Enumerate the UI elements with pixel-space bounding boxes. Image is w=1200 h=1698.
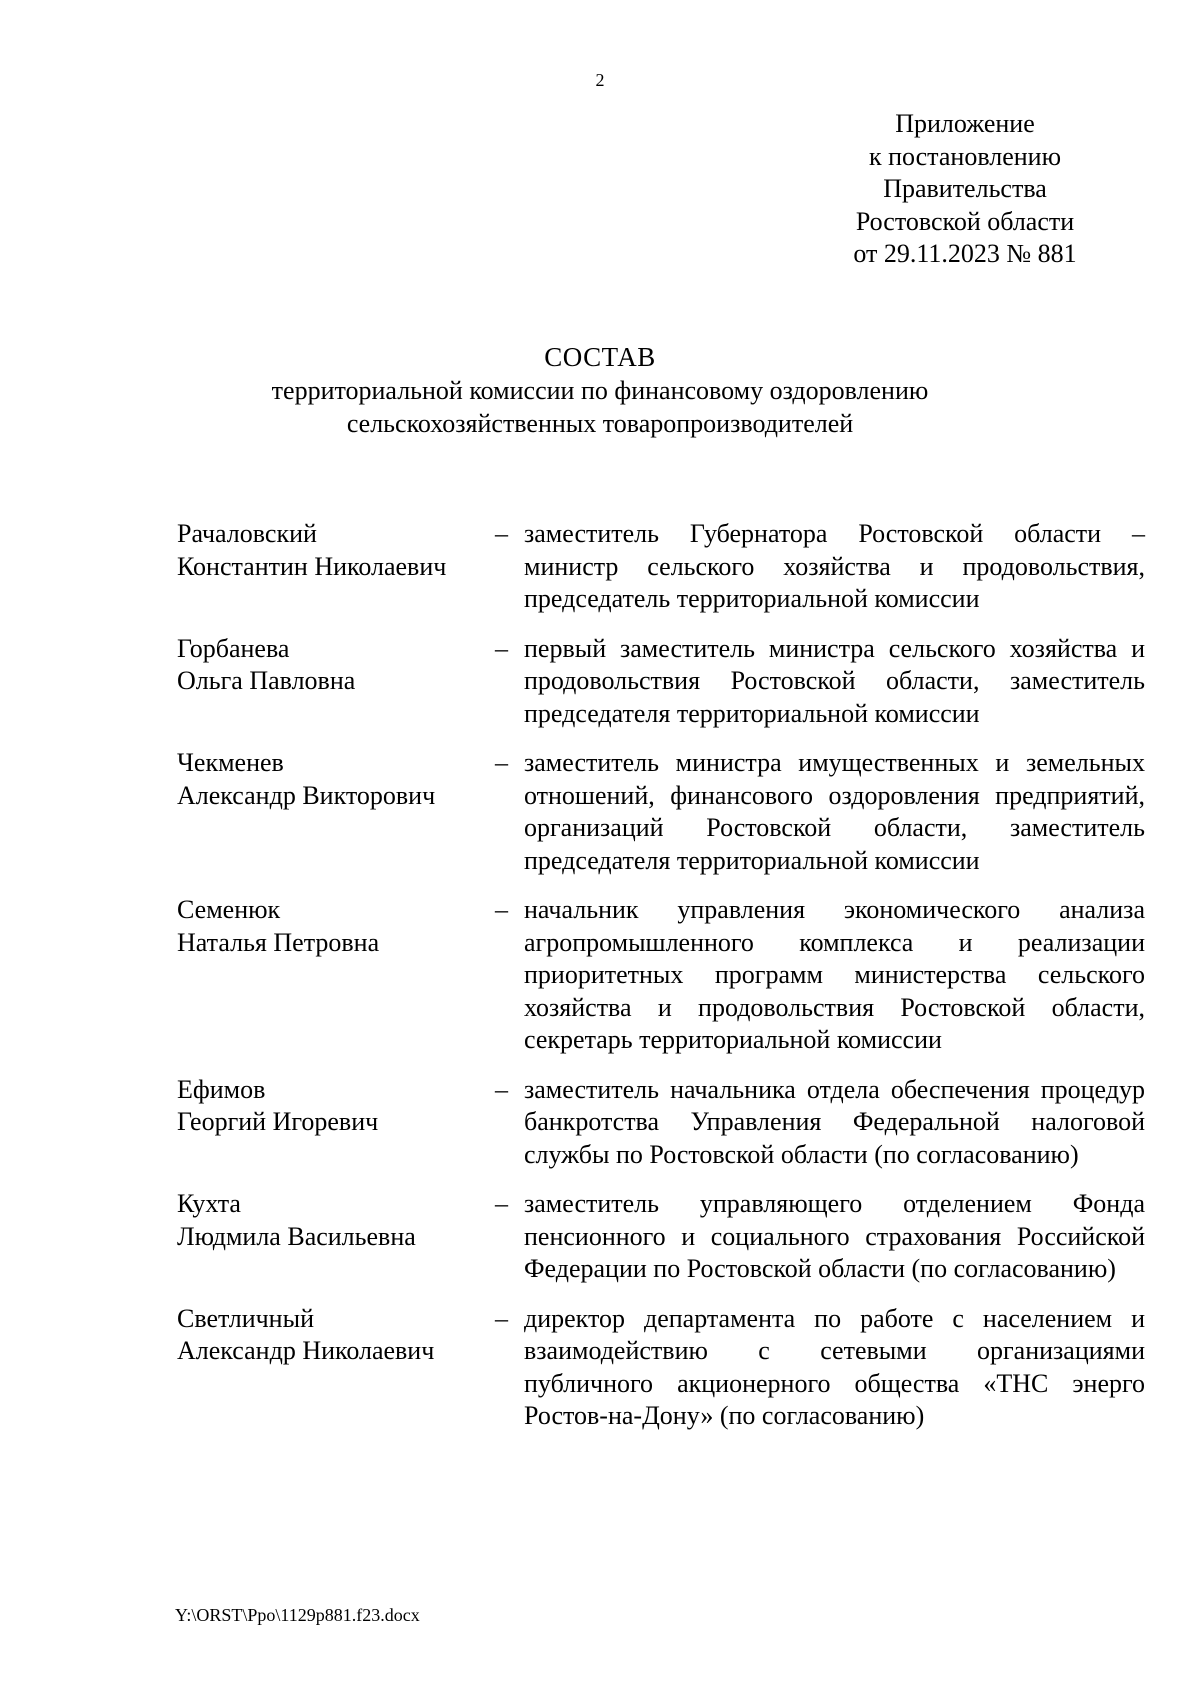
appendix-line: Приложение — [895, 109, 1035, 138]
member-name — [177, 1188, 495, 1253]
member-role: начальник управления экономического анализа агропромышленного комплекса и реализации приоритетных программ министерства сельского хозяйства и продовольствия Ростовской области, секретарь территориальной комиссии — [524, 895, 1145, 1054]
page-number: 2 — [595, 70, 605, 90]
member-dash: – — [495, 519, 508, 548]
member-surname: Кухта — [177, 1189, 241, 1218]
appendix-line: Правительства — [883, 174, 1047, 203]
member-surname: Горбанева — [177, 633, 290, 663]
member-given-names: Наталья Петровна — [177, 927, 380, 957]
member-name — [177, 894, 495, 959]
document-heading — [0, 340, 1200, 440]
member-surname: Чекменев — [177, 748, 284, 777]
member-name — [177, 1303, 495, 1368]
member-entry — [177, 894, 1145, 1057]
member-surname: Ефимов — [177, 1074, 266, 1104]
member-entry — [177, 518, 1145, 616]
member-given-names: Ольга Павловна — [177, 666, 356, 695]
member-given-names: Александр Викторович — [177, 780, 436, 810]
member-surname: Рачаловский — [177, 519, 317, 548]
member-role: директор департамента по работе с населением и взаимодействию с сетевыми организациями публичного акционерного общества «ТНС энерго Ростов-на-Дону» (по согласованию) — [524, 1303, 1145, 1430]
member-dash: – — [495, 895, 508, 924]
member-name — [177, 633, 495, 698]
appendix-block — [790, 108, 1140, 271]
members-list — [177, 518, 1145, 1450]
appendix-line: Ростовской области — [855, 206, 1075, 236]
member-role: заместитель управляющего отделением Фонда пенсионного и социального страхования Российской Федерации по Ростовской области (по согласованию) — [524, 1189, 1145, 1283]
document-subtitle-line: сельскохозяйственных товаропроизводителей — [346, 408, 854, 438]
member-role: заместитель министра имущественных и земельных отношений, финансового оздоровления предприятий, организаций Ростовской области, заместитель председателя территориальной комиссии — [524, 748, 1145, 875]
member-dash: – — [495, 1074, 508, 1104]
member-role: первый заместитель министра сельского хозяйства и продовольствия Ростовской области, заместитель председателя территориальной комиссии — [524, 633, 1145, 728]
member-dash: – — [495, 748, 508, 777]
member-entry — [177, 1074, 1145, 1172]
member-given-names: Константин Николаевич — [177, 551, 447, 581]
member-surname: Светличный — [177, 1303, 314, 1333]
appendix-line: от 29.11.2023 № 881 — [853, 239, 1077, 268]
member-name — [177, 1074, 495, 1139]
member-dash: – — [495, 633, 508, 663]
document-title: СОСТАВ — [544, 342, 656, 372]
member-surname: Семенюк — [177, 895, 281, 924]
member-given-names: Людмила Васильевна — [177, 1221, 416, 1251]
member-entry — [177, 633, 1145, 731]
appendix-line: к постановлению — [868, 141, 1062, 171]
member-entry — [177, 1303, 1145, 1433]
member-given-names: Александр Николаевич — [177, 1336, 435, 1365]
document-subtitle-line: территориальной комиссии по финансовому оздоровлению — [271, 376, 929, 405]
member-entry — [177, 747, 1145, 877]
member-entry — [177, 1188, 1145, 1286]
member-dash: – — [495, 1303, 508, 1333]
footer-file-path: Y:\ORST\Ppo\1129p881.f23.docx — [175, 1605, 420, 1625]
member-name — [177, 518, 495, 583]
member-role: заместитель начальника отдела обеспечения процедур банкротства Управления Федеральной налоговой службы по Ростовской области (по согласованию) — [524, 1074, 1145, 1169]
member-name — [177, 747, 495, 812]
member-role: заместитель Губернатора Ростовской области – министр сельского хозяйства и продовольствия, председатель территориальной комиссии — [524, 519, 1145, 613]
member-given-names: Георгий Игоревич — [177, 1107, 379, 1136]
member-dash: – — [495, 1189, 508, 1218]
